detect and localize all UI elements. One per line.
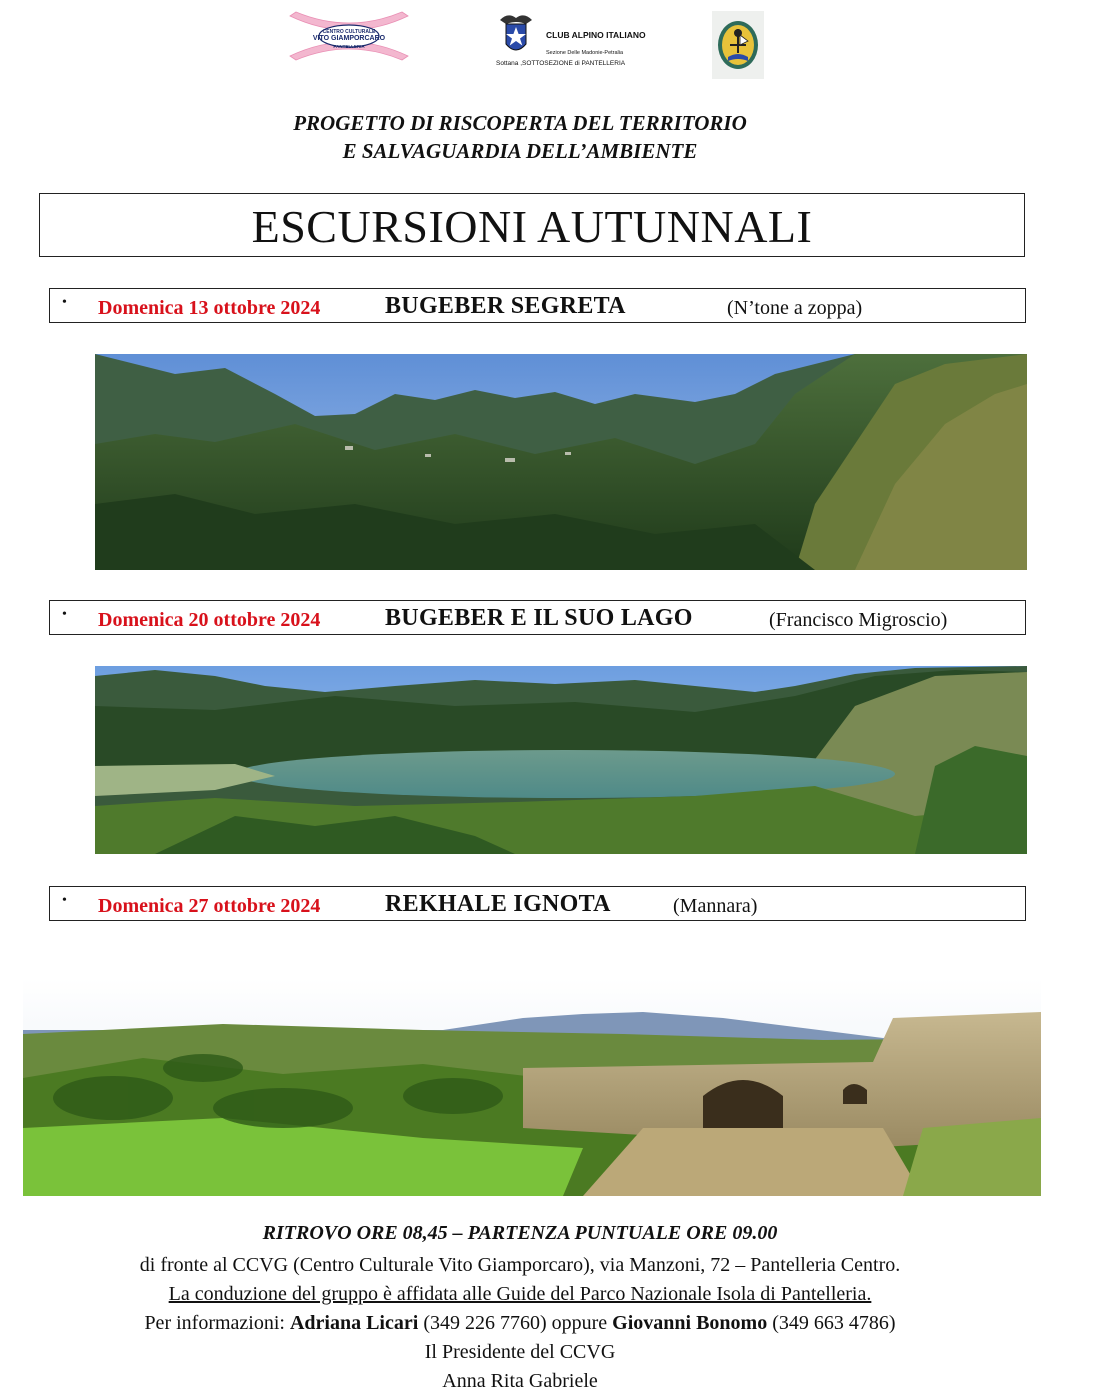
contact2-name: Giovanni Bonomo <box>612 1312 768 1334</box>
cai-section: Sezione Delle Madonie-Petralia <box>546 50 624 56</box>
cai-eagle-star-icon <box>496 10 536 60</box>
bullet-icon: • <box>62 607 67 622</box>
excursion-date: Domenica 20 ottobre 2024 <box>98 609 321 631</box>
excursion-place: BUGEBER SEGRETA <box>385 293 626 319</box>
ccvg-logo-line1: CENTRO CULTURALE <box>322 29 376 35</box>
photo-bugeber-lake <box>95 666 1027 854</box>
cai-logo <box>496 10 536 60</box>
cai-subsection: Sottana ,SOTTOSEZIONE di PANTELLERIA <box>496 60 626 67</box>
bullet-icon: • <box>62 295 67 310</box>
contact-info <box>0 1312 1040 1335</box>
bullet-icon: • <box>62 893 67 908</box>
ccvg-logo-line2: VITO GIAMPORCARO <box>312 35 386 42</box>
sailor-badge-icon <box>712 11 764 79</box>
excursion-guide: (Mannara) <box>673 895 758 917</box>
info-prefix: Per informazioni: <box>144 1312 290 1334</box>
club-emblem <box>712 11 764 79</box>
meeting-location: di fronte al CCVG (Centro Culturale Vito Giamporcaro), via Manzoni, 72 – Pantelleria Centro. <box>139 1254 901 1276</box>
ccvg-logo <box>286 10 412 62</box>
contact1-phone: (349 226 7760) oppure <box>418 1312 613 1334</box>
excursion-row <box>49 600 1026 635</box>
project-title-line2: E SALVAGUARDIA DELL’AMBIENTE <box>342 139 698 163</box>
excursion-date: Domenica 27 ottobre 2024 <box>98 895 321 917</box>
main-title: ESCURSIONI AUTUNNALI <box>251 201 813 252</box>
excursion-row <box>49 288 1026 323</box>
president-title: Il Presidente del CCVG <box>424 1341 616 1363</box>
excursion-row <box>49 886 1026 921</box>
contact2-phone: (349 663 4786) <box>767 1312 896 1334</box>
cai-name: CLUB ALPINO ITALIANO <box>546 30 646 40</box>
guides-note: La conduzione del gruppo è affidata alle Guide del Parco Nazionale Isola di Pantelleria. <box>168 1283 872 1305</box>
project-title-line1: PROGETTO DI RISCOPERTA DEL TERRITORIO <box>293 111 747 135</box>
excursion-date: Domenica 13 ottobre 2024 <box>98 297 321 319</box>
president-name: Anna Rita Gabriele <box>442 1370 598 1392</box>
photo-rekhale-dammuso <box>23 978 1041 1196</box>
main-title-box <box>39 193 1025 257</box>
excursion-place: BUGEBER E IL SUO LAGO <box>385 605 693 631</box>
excursion-guide: (N’tone a zoppa) <box>727 297 863 319</box>
photo-bugeber-valley <box>95 354 1027 570</box>
meeting-time: RITROVO ORE 08,45 – PARTENZA PUNTUALE ORE 09.00 <box>262 1222 778 1244</box>
excursion-guide: (Francisco Migroscio) <box>769 609 948 631</box>
ccvg-logo-line3: PANTELLERIA <box>333 44 365 49</box>
contact1-name: Adriana Licari <box>289 1312 419 1334</box>
excursion-place: REKHALE IGNOTA <box>385 891 611 917</box>
